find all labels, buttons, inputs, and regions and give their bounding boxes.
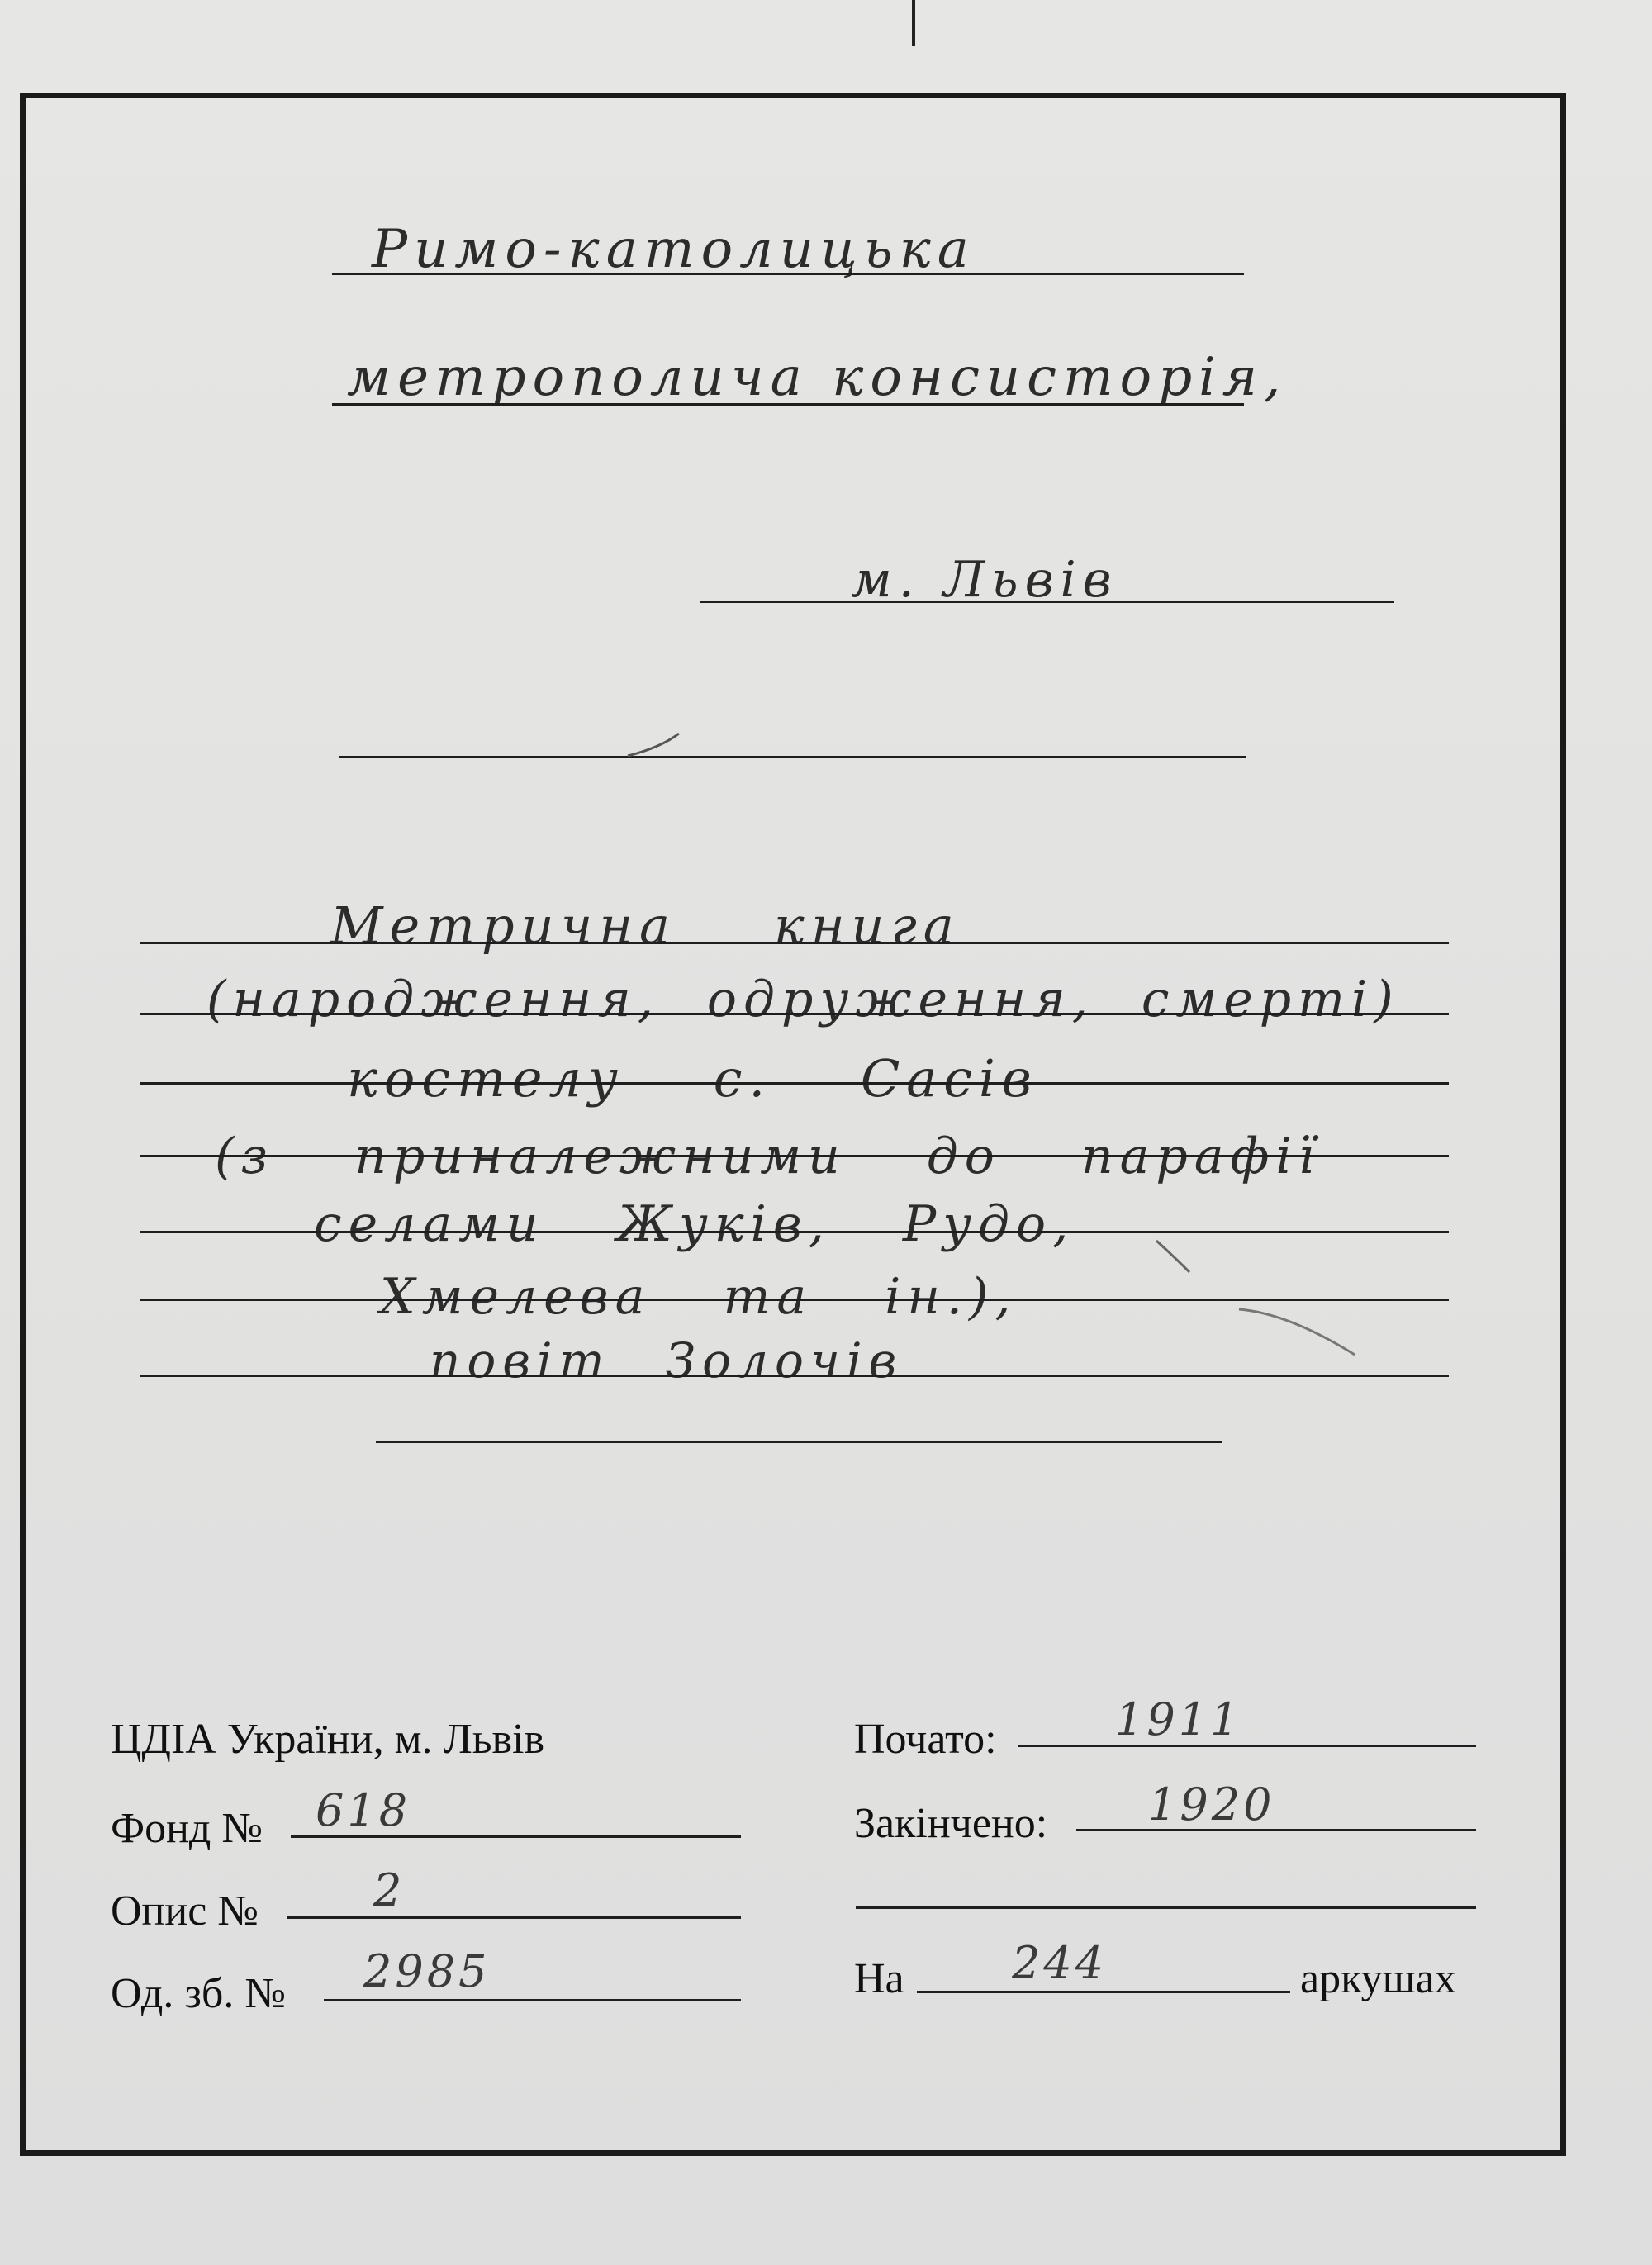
description-line-5: селами Жуків, Рудо, [314,1195,1075,1253]
archive-institution: ЦДІА України, м. Львів [111,1716,545,1763]
opys-label: Опис № [111,1888,259,1935]
description-line-7: повіт Золочів [430,1332,904,1389]
description-line-2: (народження, одруження, смерті) [206,971,1400,1028]
fond-rule [291,1835,741,1838]
started-rule [1018,1745,1476,1747]
description-line-6: Хмелева та ін.), [380,1268,1018,1326]
started-value: 1911 [1115,1693,1242,1745]
header-line-2: метрополича консисторія, [347,347,1288,408]
sheets-prefix: На [854,1955,904,2002]
sheets-value: 244 [1012,1937,1108,1989]
od-zb-rule [324,1999,741,2001]
od-zb-value: 2985 [363,1945,491,1997]
blank-rule [856,1906,1476,1909]
started-label: Почато: [854,1716,997,1763]
header-line-1: Римо-католицька [372,219,976,280]
finished-rule [1076,1829,1476,1831]
description-line-4: (з приналежними до парафії [215,1128,1321,1185]
sheets-suffix: аркушах [1300,1955,1456,2002]
fond-value: 618 [316,1784,411,1836]
description-line-3: костелу с. Сасів [347,1048,1038,1109]
fond-label: Фонд № [111,1805,263,1852]
finished-label: Закінчено: [854,1800,1048,1847]
finished-value: 1920 [1148,1778,1275,1831]
opys-value: 2 [373,1864,406,1916]
opys-rule [287,1916,741,1919]
description-line-1: Метрична книга [330,895,961,956]
header-city: м. Львів [851,551,1118,609]
sheets-rule [917,1991,1290,1993]
od-zb-label: Од. зб. № [111,1970,286,2017]
